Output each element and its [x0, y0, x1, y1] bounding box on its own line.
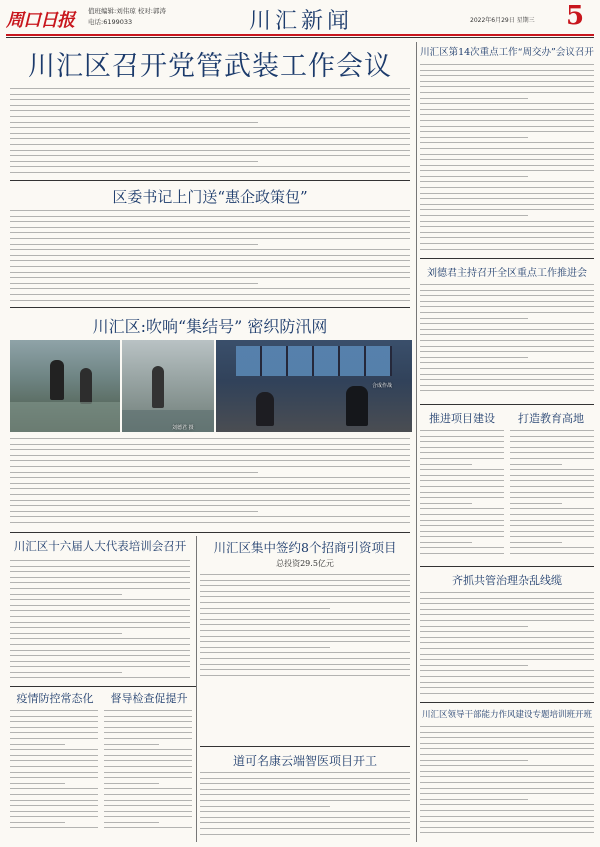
lead-article-title: 川汇区召开党管武装工作会议 — [28, 51, 392, 82]
divider — [10, 307, 410, 308]
masthead-rule-thin — [6, 37, 594, 38]
article-3-body — [10, 438, 410, 528]
right-article-6-body — [420, 726, 594, 838]
right-article-5-body — [420, 592, 594, 698]
article-8-title: 道可名康云端智医项目开工 — [232, 754, 377, 768]
divider — [420, 258, 594, 259]
column-divider — [196, 536, 197, 842]
article-4-body — [10, 560, 190, 683]
divider — [10, 532, 410, 533]
photo-2-caption: 合成作战 — [372, 383, 393, 389]
divider — [420, 702, 594, 703]
article-7-body — [104, 710, 192, 833]
divider — [200, 746, 410, 747]
right-article-2-title: 刘德君主持召开全区重点工作推进会 — [427, 268, 587, 279]
article-8-body — [200, 772, 410, 839]
photo-flood-street — [122, 340, 214, 432]
article-5-subtitle: 总投资29.5亿元 — [276, 559, 334, 568]
divider — [420, 566, 594, 567]
divider — [420, 404, 594, 405]
right-article-3-body — [420, 430, 504, 559]
right-article-5-title: 齐抓共管治理杂乱线缆 — [452, 574, 562, 587]
divider — [10, 686, 196, 687]
article-5-body — [200, 574, 410, 680]
article-3-title: 川汇区:吹响“集结号” 密织防汛网 — [92, 317, 328, 336]
page-number: 5 — [566, 1, 585, 31]
masthead-info-1: 值班编辑:刘伟琼 校对:郭涛 — [88, 7, 166, 15]
right-article-3-title: 推进项目建设 — [429, 412, 495, 425]
article-2-body — [10, 210, 410, 305]
masthead — [0, 0, 600, 36]
section-title: 川汇新闻 — [248, 9, 353, 34]
right-article-2-body — [420, 284, 594, 396]
masthead-info-2: 电话:6199033 — [88, 18, 133, 26]
divider — [10, 180, 410, 181]
lead-article-body — [10, 88, 410, 178]
right-article-6-title: 川汇区领导干部能力作风建设专题培训班开班 — [421, 710, 592, 720]
article-2-title: 区委书记上门送“惠企政策包” — [112, 188, 308, 206]
article-6-title: 疫情防控常态化 — [16, 692, 94, 705]
right-article-1-body — [420, 64, 594, 254]
right-article-4-title: 打造教育高地 — [518, 412, 584, 425]
right-article-1-title: 川汇区第14次重点工作“周交办”会议召开 — [420, 47, 594, 58]
article-7-title: 督导检查促提升 — [110, 692, 188, 705]
photo-1-credit: 刘德君 摄 — [172, 425, 194, 431]
article-6-body — [10, 710, 98, 833]
photo-command-center — [216, 340, 412, 432]
issue-date: 2022年6月29日 星期三 — [470, 17, 535, 24]
right-column-divider — [416, 42, 417, 842]
photo-flood-patrol — [10, 340, 120, 432]
article-5-title: 川汇区集中签约8个招商引资项目 — [213, 540, 397, 555]
newspaper-logo: 周口日报 — [6, 10, 74, 31]
right-article-4-body — [510, 430, 594, 559]
masthead-rule-thick — [6, 34, 594, 36]
article-4-title: 川汇区十六届人大代表培训会召开 — [13, 539, 187, 553]
